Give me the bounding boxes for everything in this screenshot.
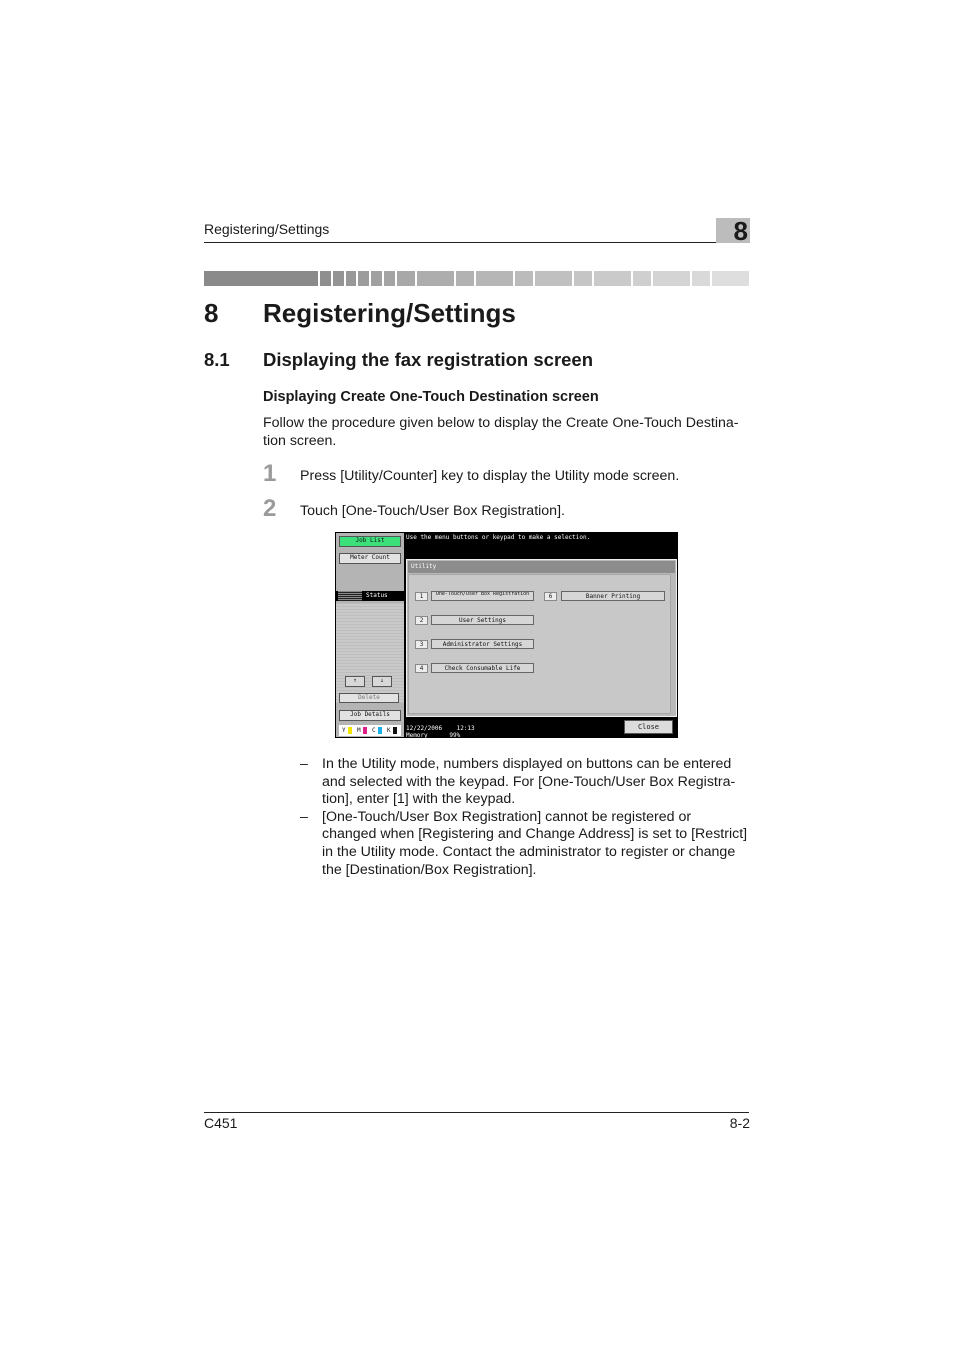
intro-line: tion screen. [263, 433, 337, 449]
band-segment [476, 271, 513, 286]
band-segment [574, 271, 592, 286]
user-settings-button[interactable]: User Settings [431, 615, 534, 625]
status-bar [406, 725, 475, 738]
band-segment [515, 271, 533, 286]
note-line: the [Destination/Box Registration]. [322, 861, 537, 878]
note-line: tion], enter [1] with the keypad. [322, 791, 516, 808]
menu-2-number: 2 [415, 616, 428, 625]
date-text: 12/22/2006 [406, 725, 443, 732]
utility-screen-screenshot [335, 532, 678, 738]
section-heading-number: 8.1 [204, 349, 230, 370]
section-heading [204, 349, 593, 371]
intro-paragraph [263, 414, 750, 450]
time-text: 12:13 [456, 725, 475, 732]
job-list-button[interactable]: Job List [339, 536, 401, 547]
note-item [300, 809, 750, 879]
scroll-up-button[interactable] [345, 676, 365, 687]
step-2-text: Touch [One-Touch/User Box Registration]. [300, 503, 565, 519]
chapter-heading-title: Registering/Settings [263, 298, 516, 328]
footer-model: C451 [204, 1115, 238, 1131]
close-button[interactable]: Close [624, 720, 673, 734]
one-touch-user-box-registration-button[interactable]: One-Touch/User Box Registration [431, 591, 534, 601]
note-line: changed when [Registering and Change Address] is set to [Restrict] [322, 826, 748, 843]
subsection-heading: Displaying Create One-Touch Destination screen [263, 389, 599, 405]
status-bar-line-1 [406, 725, 475, 732]
intro-line: Follow the procedure given below to display the Create One-Touch Destina- [263, 415, 739, 431]
note-item [300, 756, 750, 809]
toner-c-bar [378, 727, 382, 734]
step-2-number: 2 [263, 495, 277, 522]
band-segment [333, 271, 344, 286]
band-segment [371, 271, 382, 286]
toner-y: Y [342, 727, 346, 734]
band-segment [358, 271, 369, 286]
band-segment [346, 271, 357, 286]
job-list-area [336, 603, 404, 703]
band-segment [204, 271, 318, 286]
note-line: In the Utility mode, numbers displayed on buttons can be entered [322, 756, 732, 772]
toner-y-bar [348, 727, 352, 734]
band-segment [653, 271, 690, 286]
footer-rule [204, 1112, 749, 1113]
running-header-title: Registering/Settings [204, 221, 330, 237]
utility-tab: Utility [408, 561, 675, 573]
status-header-icon [338, 591, 362, 601]
band-segment [633, 271, 651, 286]
check-consumable-life-button[interactable]: Check Consumable Life [431, 663, 534, 673]
delete-button[interactable]: Delete [339, 693, 399, 703]
note-line: and selected with the keypad. For [One-Touch/User Box Registra- [322, 773, 736, 790]
band-segment [456, 271, 474, 286]
decorative-band [204, 271, 749, 286]
band-segment [594, 271, 631, 286]
footer-page-number: 8-2 [729, 1115, 750, 1131]
chapter-badge [716, 216, 750, 246]
step-1-number: 1 [263, 460, 277, 487]
toner-m: M [357, 727, 361, 734]
band-segment [384, 271, 395, 286]
instruction-message: Use the menu buttons or keypad to make a selection. [406, 534, 591, 541]
chapter-heading-number: 8 [204, 298, 219, 328]
band-segment [535, 271, 572, 286]
memory-label: Memory [406, 732, 428, 738]
job-details-button[interactable]: Job Details [339, 710, 401, 721]
chapter-heading [204, 298, 516, 329]
administrator-settings-button[interactable]: Administrator Settings [431, 639, 534, 649]
step-1-text: Press [Utility/Counter] key to display the Utility mode screen. [300, 468, 680, 484]
note-line: in the Utility mode. Contact the administrator to register or change [322, 843, 736, 860]
menu-4-number: 4 [415, 664, 428, 673]
arrow-down-icon: ↓ [380, 677, 384, 684]
status-tab[interactable]: Status [366, 592, 388, 599]
band-segment [712, 271, 749, 286]
menu-6-number: 6 [544, 592, 557, 601]
note-line: [One-Touch/User Box Registration] cannot be registered or [322, 808, 692, 825]
scroll-down-button[interactable] [372, 676, 392, 687]
arrow-up-icon: ↑ [353, 677, 357, 684]
chapter-badge-number: 8 [733, 216, 748, 246]
band-segment [397, 271, 415, 286]
toner-k: K [387, 727, 391, 734]
status-bar-line-2 [406, 732, 475, 738]
memory-value: 99% [449, 732, 461, 738]
section-heading-title: Displaying the fax registration screen [263, 349, 594, 370]
toner-c: C [372, 727, 376, 734]
dash-marker: – [300, 808, 308, 825]
notes-list [300, 756, 750, 879]
toner-m-bar [363, 727, 367, 734]
status-header [336, 591, 404, 601]
toner-indicator [339, 725, 401, 736]
dash-marker: – [300, 756, 308, 772]
banner-printing-button[interactable]: Banner Printing [561, 591, 665, 601]
band-segment [692, 271, 710, 286]
band-segment [320, 271, 331, 286]
menu-3-number: 3 [415, 640, 428, 649]
band-segment [417, 271, 454, 286]
toner-k-bar [393, 727, 397, 734]
menu-1-number: 1 [415, 592, 428, 601]
meter-count-button[interactable]: Meter Count [339, 553, 401, 564]
header-rule [204, 242, 749, 243]
